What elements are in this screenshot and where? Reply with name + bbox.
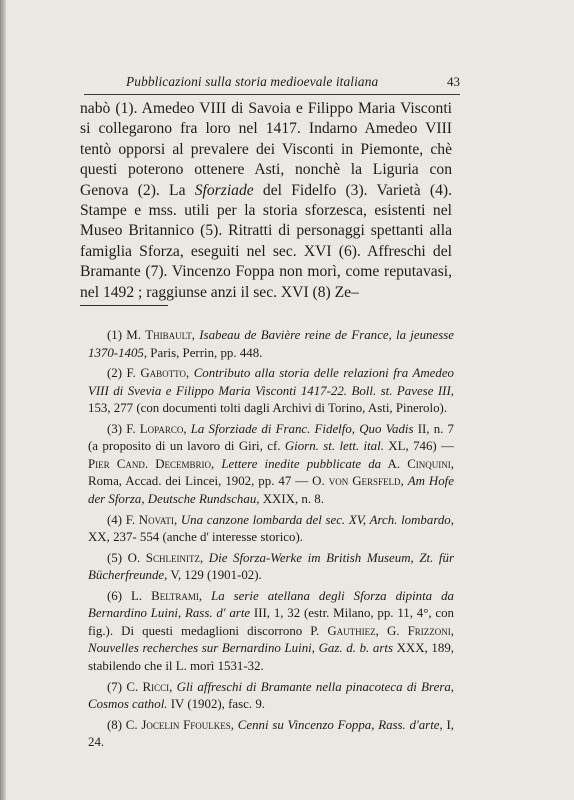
footnote-title: Die Sforza-Werke im British Museum, Zt. für Bücherfreunde — [88, 550, 454, 583]
footnote-author: von Gersfeld — [328, 474, 401, 489]
footnote-text: , G. — [375, 623, 408, 638]
footnote-title: Gli affreschi di Bramante nella pinacoteca di Brera, Cosmos cathol. — [88, 679, 454, 712]
footnote-text: (1) M. — [107, 328, 146, 342]
footnote-text: (8) C. — [107, 717, 142, 732]
footnote-text: II, n. 7 (a proposito di un lavoro di Giri, cf. — [88, 421, 454, 454]
header-rule — [84, 94, 460, 95]
footnote-author: Thibault — [145, 328, 192, 342]
footnote-title: Giorn. st. lett. ital. — [284, 439, 384, 454]
footnote-title: Lettere inedite pubblicate da — [221, 456, 382, 471]
footnote-author: Ricci — [142, 679, 170, 694]
footnote-text: XL, 746) — — [383, 439, 454, 454]
footnote-text: , — [199, 550, 209, 565]
footnote-text: (7) C. — [107, 679, 143, 694]
footnote-author: Loparco — [139, 421, 184, 436]
footnote-author: Gauthiez — [327, 623, 376, 638]
footnote-text: A. — [381, 456, 408, 471]
footnote-separator — [80, 305, 168, 306]
footnote-author: Gabotto — [140, 366, 186, 381]
body-text-segment: nabò (1). Amedeo VIII di Savoia e Filippo Maria Visconti si collegarono fra loro nel 1417. Indarno Amedeo VIII tentò opporsi al prevalere dei Visconti in Piemonte, chè questi poterono ottenere Asti, nonchè la Liguria con Genova (2). La — [80, 100, 452, 199]
footnote-author: Jocelin Ffoulkes — [141, 717, 231, 732]
footnote-title: La Sforziade di Franc. Fidelfo, Quo Vadis — [190, 421, 414, 436]
footnote-text: , — [198, 588, 212, 603]
body-text — [80, 99, 452, 303]
page-number: 43 — [447, 74, 460, 89]
footnote-title: Cenni su Vincenzo Foppa, Rass. d'arte — [237, 717, 440, 732]
footnote-2 — [88, 365, 454, 418]
footnote-text: , — [186, 366, 194, 381]
footnote-6 — [88, 588, 454, 676]
footnote-text: (4) F. — [107, 512, 139, 527]
footnote-text: , — [230, 717, 238, 732]
footnote-title: La serie atellana degli Sforza dipinta da Bernardino Luini, Rass. d' arte — [88, 588, 454, 621]
footnote-text: (6) L. — [107, 588, 152, 603]
footnote-text: , — [191, 328, 200, 342]
footnote-text: , — [450, 623, 455, 638]
footnote-text: , — [183, 421, 191, 436]
footnote-author: Pier Cand. Decembrio — [88, 456, 212, 471]
footnote-8 — [88, 717, 454, 752]
footnote-title: Una canzone lombarda del sec. XV, Arch. lombardo — [180, 512, 451, 527]
footnote-text: III, 1, 32 (estr. Milano, pp. 11, 4°, con fig.). Di questi medaglioni discorrono P. — [88, 606, 454, 638]
footnote-title: Am Hofe der Sforza, Deutsche Rundschau — [88, 474, 454, 506]
footnote-author: Novati — [138, 512, 174, 527]
footnote-text: (5) O. — [107, 550, 146, 565]
footnote-text: , — [173, 512, 181, 527]
footnote-text: , 153, 277 (con documenti tolti dagli Archivi di Torino, Asti, Pinerolo). — [88, 383, 454, 416]
footnote-title: Contributo alla storia delle relazioni fra Amedeo VIII di Svevia e Filippo Maria Visconti 1417-22. Boll. st. Pavese III — [88, 366, 454, 398]
footnote-3 — [88, 421, 454, 509]
footnote-text: (3) F. — [107, 421, 140, 436]
footnote-1 — [88, 327, 454, 362]
body-text-italic: Sforziade — [194, 181, 254, 199]
footnote-text: IV (1902), fasc. 9. — [167, 697, 265, 712]
running-title: Pubblicazioni sulla storia medioevale italiana — [126, 74, 379, 89]
footnote-text: XXX, 189, stabilendo che il L. morì 1531-32. — [88, 641, 454, 673]
footnote-text: , V, 129 (1901-02). — [164, 568, 262, 583]
footnote-text: , XX, 237- 554 (anche d' interesse storico). — [88, 512, 454, 545]
footnote-author: Schleinitz — [145, 550, 200, 565]
footnote-title: Nouvelles recherches sur Bernardino Luini, Gaz. d. b. arts — [88, 641, 393, 656]
footnote-text: , Roma, Accad. dei Lincei, 1902, pp. 47 — O. — [88, 456, 455, 489]
footnote-title: Isabeau de Bavière reine de France, la jeunesse 1370-1405 — [88, 328, 454, 360]
footnote-text: , Paris, Perrin, pp. 448. — [143, 345, 263, 360]
footnote-text: , — [169, 679, 177, 694]
footnote-author: Frizzoni — [407, 623, 451, 638]
footnote-5 — [88, 550, 454, 585]
footnote-text: , — [211, 456, 222, 471]
body-paragraph — [80, 99, 452, 303]
footnotes — [88, 327, 454, 755]
footnote-author: Beltrami — [151, 588, 199, 603]
footnote-4 — [88, 512, 454, 547]
footnote-text: (2) F. — [107, 366, 141, 381]
footnote-author: Cinquini — [407, 456, 451, 471]
footnote-text: , I, 24. — [88, 717, 454, 750]
footnote-text: , XXIX, n. 8. — [256, 491, 324, 506]
running-header — [84, 72, 460, 92]
footnote-text: , — [400, 474, 408, 489]
footnote-7 — [88, 679, 454, 714]
body-text-segment: del Fidelfo (3). Varietà (4). Stampe e mss. utili per la storia sforzesca, esistenti nel Museo Britannico (5). Ritratti di personaggi spettanti alla famiglia Sforza, eseguiti nel sec. XVI (6). Affreschi del Bramante (7). Vincenzo Foppa non morì, come reputavasi, nel 1492 ; raggiunse anzi il sec. XVI (8) Ze– — [80, 181, 453, 301]
